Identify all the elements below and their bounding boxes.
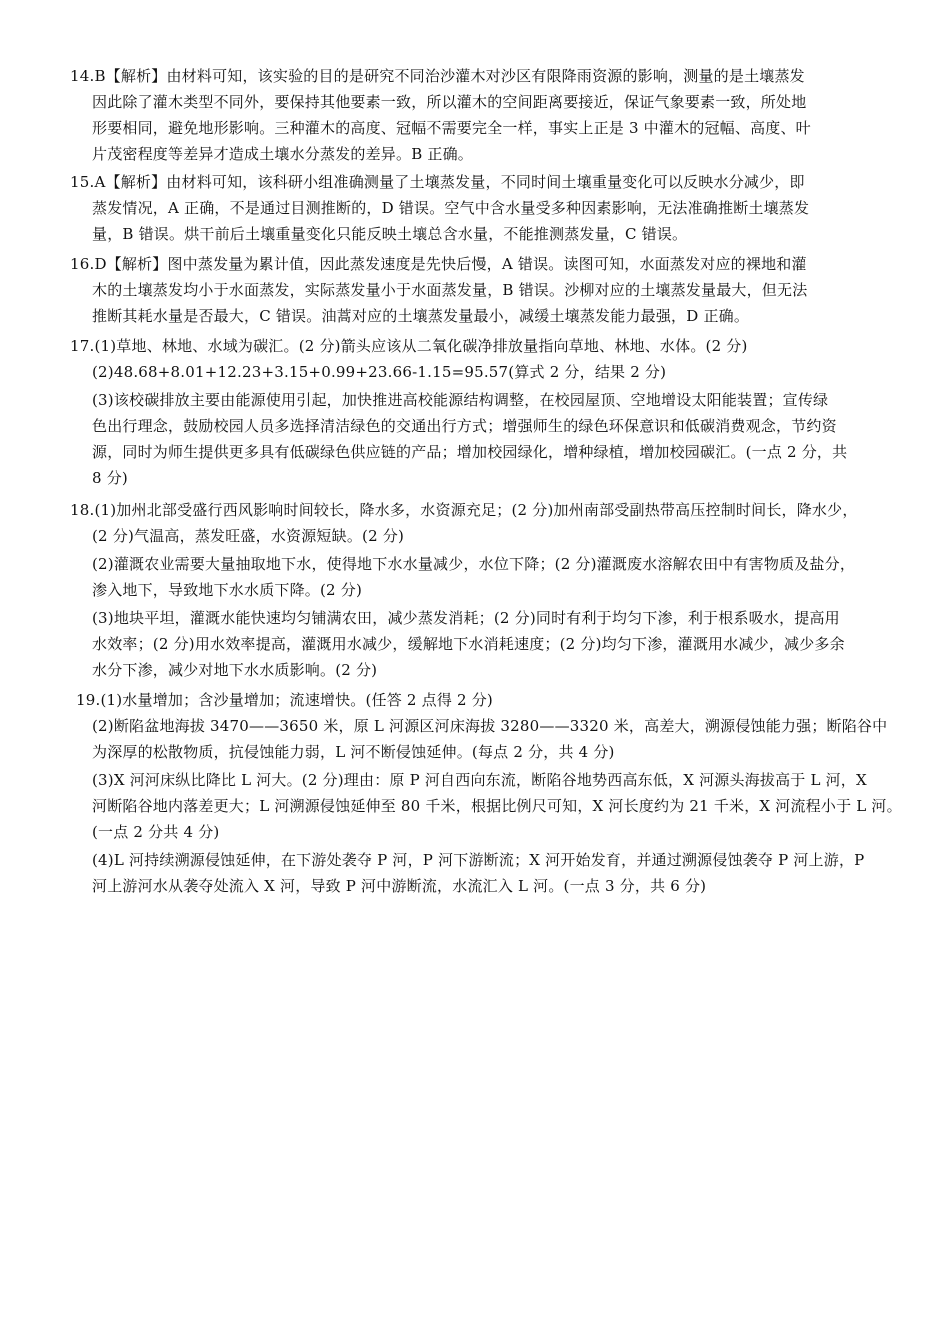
answer-16-line-2: 木的土壤蒸发均小于水面蒸发，实际蒸发量小于水面蒸发量，B 错误。沙柳对应的土壤蒸发量最大，但无法	[92, 281, 808, 299]
answer-17-line-2: (2)48.68+8.01+12.23+3.15+0.99+23.66-1.15=95.57(算式 2 分，结果 2 分)	[92, 363, 667, 381]
answer-15-line-3: 量，B 错误。烘干前后土壤重量变化只能反映土壤总含水量，不能推测蒸发量，C 错误。	[92, 225, 688, 243]
answer-19-line-4: (3)X 河河床纵比降比 L 河大。(2 分)理由：原 P 河自西向东流，断陷谷地势西高东低，X 河源头海拔高于 L 河，X	[92, 771, 867, 789]
answer-18-line-7: 水分下渗，减少对地下水水质影响。(2 分)	[92, 661, 378, 679]
answer-15-line-1: 15.A【解析】由材料可知，该科研小组准确测量了土壤蒸发量，不同时间土壤重量变化可以反映水分减少，即	[70, 173, 805, 191]
answer-18-line-5: (3)地块平坦，灌溉水能快速均匀铺满农田，减少蒸发消耗；(2 分)同时有利于均匀下渗，利于根系吸水，提高用	[92, 609, 840, 627]
answer-16-line-3: 推断其耗水量是否最大，C 错误。油蒿对应的土壤蒸发量最小，减缓土壤蒸发能力最强，D 正确。	[92, 307, 750, 325]
answer-18-line-4: 渗入地下，导致地下水水质下降。(2 分)	[92, 581, 363, 599]
answer-18-line-2: (2 分)气温高，蒸发旺盛，水资源短缺。(2 分)	[92, 527, 405, 545]
answer-18-line-6: 水效率；(2 分)用水效率提高，灌溉用水减少，缓解地下水消耗速度；(2 分)均匀下渗，灌溉用水减少，减少多余	[92, 635, 845, 653]
answer-17-line-4: 色出行理念，鼓励校园人员多选择清洁绿色的交通出行方式；增强师生的绿色环保意识和低碳消费观念，节约资	[92, 417, 837, 435]
answer-14-line-1: 14.B【解析】由材料可知，该实验的目的是研究不同治沙灌木对沙区有限降雨资源的影响，测量的是土壤蒸发	[70, 67, 805, 85]
answer-19-line-1: 19.(1)水量增加；含沙量增加；流速增快。(任答 2 点得 2 分)	[76, 691, 493, 709]
answer-14-line-2: 因此除了灌木类型不同外，要保持其他要素一致，所以灌木的空间距离要接近，保证气象要素一致，所处地	[92, 93, 807, 111]
answer-14-line-4: 片茂密程度等差异才造成土壤水分蒸发的差异。B 正确。	[92, 145, 473, 163]
answer-14-line-3: 形要相同，避免地形影响。三种灌木的高度、冠幅不需要完全一样，事实上正是 3 中灌木的冠幅、高度、叶	[92, 119, 811, 137]
answer-19-line-7: (4)L 河持续溯源侵蚀延伸，在下游处袭夺 P 河，P 河下游断流；X 河开始发育，并通过溯源侵蚀袭夺 P 河上游，P	[92, 851, 865, 869]
answer-18-line-1: 18.(1)加州北部受盛行西风影响时间较长，降水多，水资源充足；(2 分)加州南部受副热带高压控制时间长，降水少，	[70, 501, 858, 519]
answer-15-line-2: 蒸发情况，A 正确，不是通过目测推断的，D 错误。空气中含水量受多种因素影响，无法准确推断土壤蒸发	[92, 199, 810, 217]
answer-19-line-6: (一点 2 分共 4 分)	[92, 823, 220, 841]
answer-18-line-3: (2)灌溉农业需要大量抽取地下水，使得地下水水量减少，水位下降；(2 分)灌溉废水溶解农田中有害物质及盐分，	[92, 555, 856, 573]
answer-16-line-1: 16.D【解析】图中蒸发量为累计值，因此蒸发速度是先快后慢，A 错误。读图可知，水面蒸发对应的裸地和灌	[70, 255, 807, 273]
answer-17-line-5: 源，同时为师生提供更多具有低碳绿色供应链的产品；增加校园绿化，增种绿植，增加校园碳汇。(一点 2 分，共	[92, 443, 848, 461]
answer-17-line-3: (3)该校碳排放主要由能源使用引起，加快推进高校能源结构调整，在校园屋顶、空地增设太阳能装置；宣传绿	[92, 391, 829, 409]
answer-19-line-5: 河断陷谷地内落差更大；L 河溯源侵蚀延伸至 80 千米，根据比例尺可知，X 河长度约为 21 千米，X 河流程小于 L 河。	[92, 797, 902, 815]
answer-17-line-6: 8 分)	[92, 469, 128, 487]
answer-17-line-1: 17.(1)草地、林地、水域为碳汇。(2 分)箭头应该从二氧化碳净排放量指向草地、林地、水体。(2 分)	[70, 337, 748, 355]
answer-19-line-8: 河上游河水从袭夺处流入 X 河，导致 P 河中游断流，水流汇入 L 河。(一点 3 分，共 6 分)	[92, 877, 707, 895]
answer-19-line-3: 为深厚的松散物质，抗侵蚀能力弱，L 河不断侵蚀延伸。(每点 2 分，共 4 分)	[92, 743, 615, 761]
answer-19-line-2: (2)断陷盆地海拔 3470——3650 米，原 L 河源区河床海拔 3280——3320 米，高差大，溯源侵蚀能力强；断陷谷中	[92, 717, 888, 735]
